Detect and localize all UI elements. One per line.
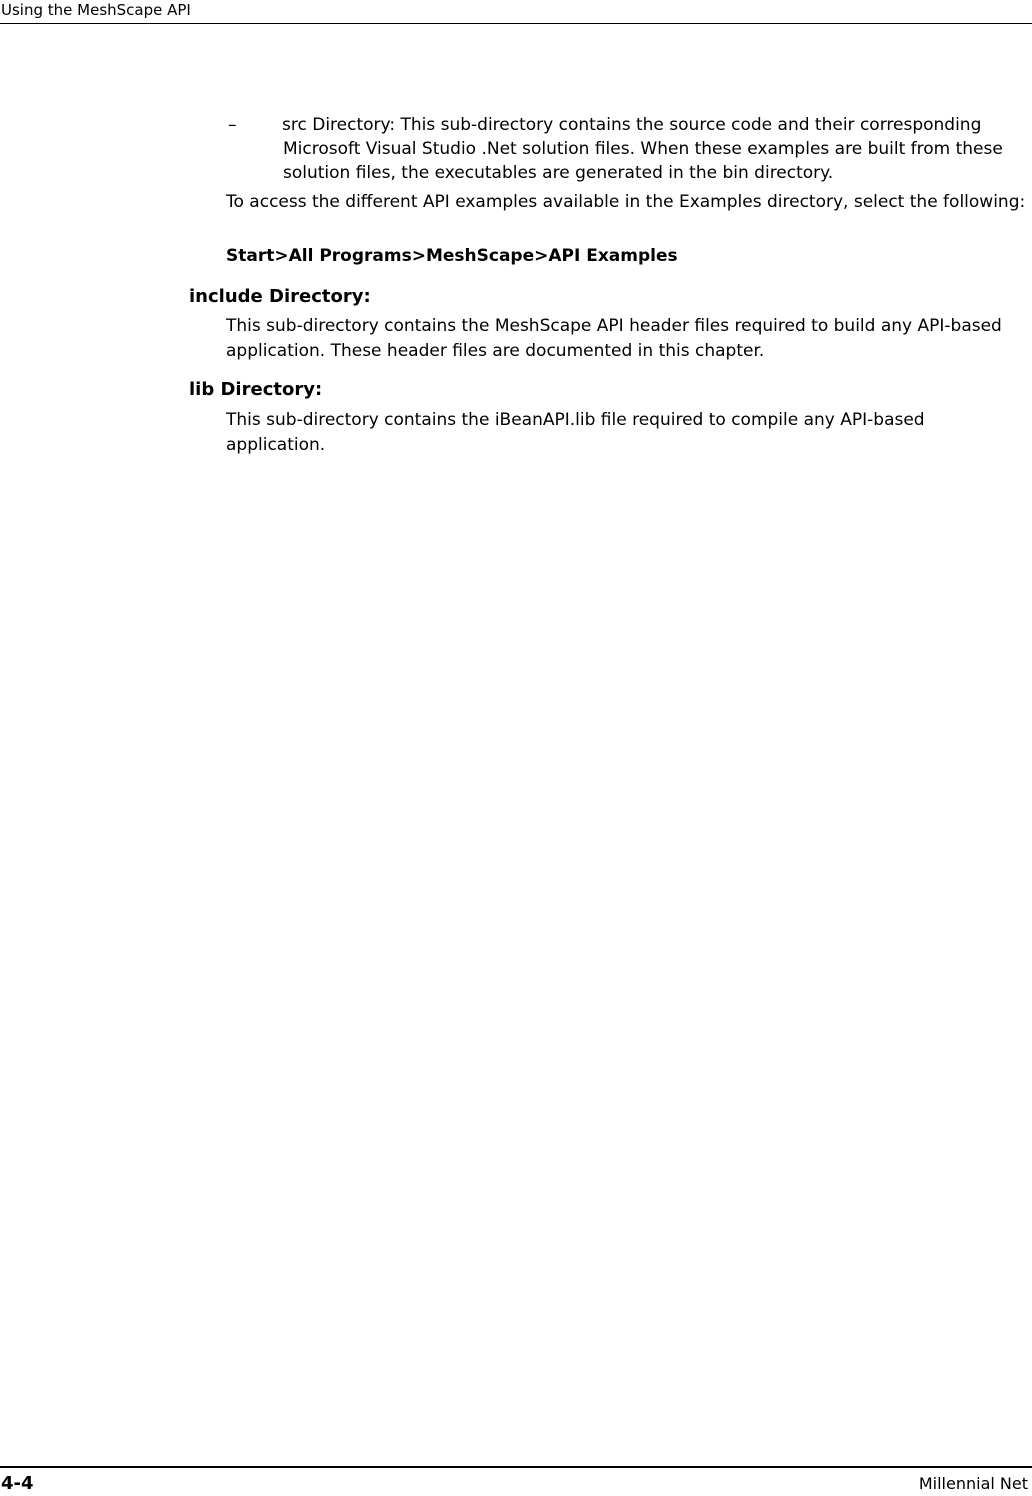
examples-access-paragraph: To access the different API examples available in the Examples directory, select the following: [226, 192, 1026, 212]
lib-directory-description: This sub-directory contains the iBeanAPI.lib file required to compile any API-based application. [226, 410, 925, 455]
running-footer [0, 1466, 1032, 1496]
company-name: Millennial Net [918, 1474, 1028, 1493]
include-directory-heading: include Directory: [189, 286, 371, 307]
running-header [0, 0, 1032, 24]
dash-bullet-icon: – [228, 115, 237, 135]
api-examples-menu-path: Start>All Programs>MeshScape>API Examples [226, 246, 678, 266]
page-number: 4-4 [1, 1473, 34, 1494]
document-section-title: Using the MeshScape API [1, 1, 191, 19]
include-directory-description: This sub-directory contains the MeshScape API header files required to build any API-based application. These header files are documented in this chapter. [226, 316, 1002, 361]
lib-directory-heading: lib Directory: [189, 379, 323, 400]
src-directory-description: src Directory: This sub-directory contains the source code and their corresponding Microsoft Visual Studio .Net solution files. When these examples are built from these solution files, the executables are generated in the bin directory. [282, 115, 1003, 183]
